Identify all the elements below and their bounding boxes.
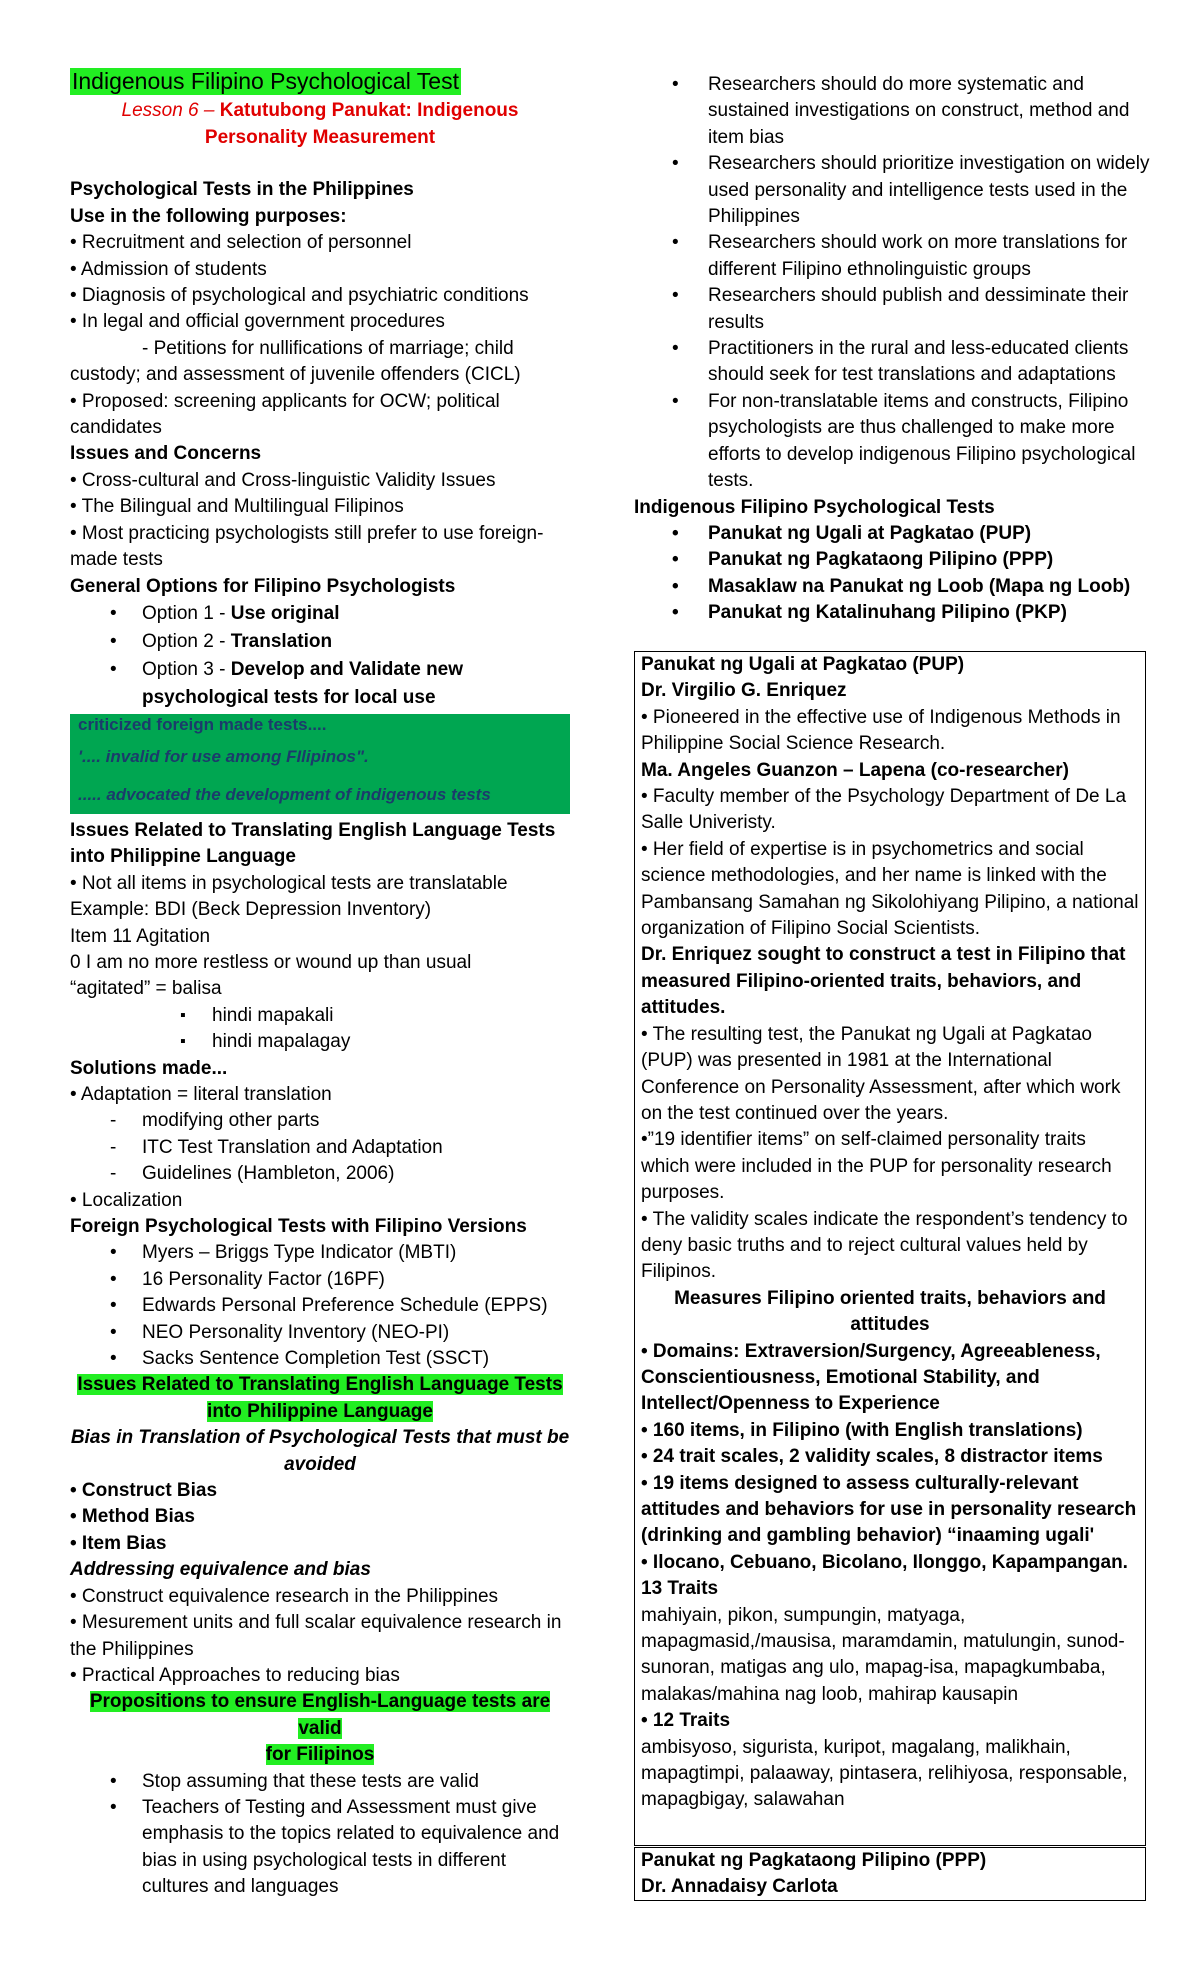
list-item: • Admission of students: [70, 258, 267, 280]
list-item: • Panukat ng Ugali at Pagkatao (PUP): [636, 521, 1152, 547]
list-item: • Recruitment and selection of personnel: [70, 232, 412, 254]
bias-heading: Bias in Translation of Psychological Tests that must be avoided: [70, 1427, 570, 1475]
list-item: - ITC Test Translation and Adaptation: [70, 1135, 570, 1161]
list-item: - modifying other parts: [70, 1108, 570, 1134]
list-item: • Practitioners in the rural and less-educated clients should seek for test translations and adaptations: [636, 336, 1152, 389]
traits-heading: 13 Traits: [641, 1578, 719, 1600]
list-item: • 19 items designed to assess culturally-relevant attitudes and behaviors for use in personality research (drinking and gambling behavior) “inaaming ugali': [641, 1472, 1137, 1547]
paragraph: • The validity scales indicate the respondent’s tendency to deny basic truths and to reject cultural values held by Filipinos.: [641, 1208, 1128, 1283]
list-item: • Localization: [70, 1189, 183, 1211]
text-line: Item 11 Agitation: [70, 925, 211, 947]
list-item: • Panukat ng Katalinuhang Pilipino (PKP): [636, 600, 1152, 626]
section-heading: Indigenous Filipino Psychological Tests: [634, 496, 995, 518]
indigenous-tests-list: [636, 521, 1152, 627]
highlighted-heading: for Filipinos: [265, 1744, 375, 1766]
measures-heading: Measures Filipino oriented traits, behaviors and attitudes: [674, 1287, 1106, 1336]
section-heading: General Options for Filipino Psychologists: [70, 575, 456, 597]
left-column: [70, 68, 570, 1901]
section-heading: Foreign Psychological Tests with Filipino Versions: [70, 1216, 527, 1237]
green-callout: criticized foreign made tests.... '.... invalid for use among FIlipinos". ..... advocated the development of indigenous tests: [70, 714, 570, 814]
paragraph: •”19 identifier items” on self-claimed personality traits which were included in the PUP for personality research purposes.: [641, 1129, 1112, 1204]
list-item: • Item Bias: [70, 1532, 167, 1554]
list-item: • Panukat ng Pagkataong Pilipino (PPP): [636, 547, 1152, 573]
foreign-tests-list: [70, 1240, 570, 1372]
list-item: • NEO Personality Inventory (NEO-PI): [70, 1320, 570, 1346]
paragraph: • Faculty member of the Psychology Department of De La Salle Univeristy.: [641, 786, 1127, 834]
text-line: 0 I am no more restless or wound up than usual: [70, 951, 472, 973]
propositions-list-cont: [636, 72, 1152, 495]
adaptation-list: [70, 1108, 570, 1187]
box-title: Panukat ng Ugali at Pagkatao (PUP): [641, 654, 965, 675]
paragraph: • The resulting test, the Panukat ng Ugali at Pagkatao (PUP) was presented in 1981 at the International Conference on Personality Assessment, after which work on the test continued over the years.: [641, 1023, 1121, 1124]
list-item: • Researchers should do more systematic and sustained investigations on construct, method and item bias: [636, 72, 1152, 151]
traits-heading: • 12 Traits: [641, 1710, 731, 1732]
list-item: • 160 items, in Filipino (with English translations): [641, 1419, 1083, 1441]
paragraph: • Pioneered in the effective use of Indigenous Methods in Philippine Social Science Research.: [641, 706, 1121, 755]
list-item: • Option 3 - Develop and Validate new psychological tests for local use: [70, 656, 570, 712]
right-column: [636, 72, 1152, 627]
section-heading: Addressing equivalence and bias: [70, 1559, 371, 1581]
list-item: • Construct equivalence research in the Philippines: [70, 1585, 499, 1607]
list-item: • Proposed: screening applicants for OCW; political candidates: [70, 390, 500, 439]
list-item: • Method Bias: [70, 1506, 195, 1528]
author-name: Dr. Annadaisy Carlota: [641, 1876, 838, 1898]
sub-item: - Petitions for nullifications of marriage; child: [142, 337, 514, 359]
text-line: “agitated” = balisa: [70, 978, 222, 1000]
highlighted-heading: into Philippine Language: [207, 1400, 433, 1422]
list-item: • Researchers should publish and dessiminate their results: [636, 283, 1152, 336]
list-item: • In legal and official government procedures: [70, 311, 445, 333]
list-item: • The Bilingual and Multilingual Filipinos: [70, 496, 404, 518]
list-item: • 24 trait scales, 2 validity scales, 8 distractor items: [641, 1446, 1103, 1468]
sub-item-cont: custody; and assessment of juvenile offenders (CICL): [70, 364, 521, 386]
list-item: • Practical Approaches to reducing bias: [70, 1664, 400, 1686]
author-name: Ma. Angeles Guanzon – Lapena (co-researcher): [641, 759, 1069, 781]
text-line: Example: BDI (Beck Depression Inventory): [70, 899, 432, 921]
list-item: • Sacks Sentence Completion Test (SSCT): [70, 1346, 570, 1372]
doc-title: Indigenous Filipino Psychological Test: [72, 68, 459, 94]
highlighted-heading: Issues Related to Translating English Language Tests: [77, 1374, 563, 1396]
list-item: • Mesurement units and full scalar equivalence research in the Philippines: [70, 1612, 562, 1660]
list-item: - Guidelines (Hambleton, 2006): [70, 1161, 570, 1187]
list-item: • For non-translatable items and constructs, Filipino psychologists are thus challenged to make more efforts to develop indigenous Filipino psychological tests.: [636, 389, 1152, 495]
lesson-heading: Lesson 6 – Katutubong Panukat: Indigenous Personality Measurement: [121, 100, 519, 149]
list-item: ▪ hindi mapalagay: [70, 1029, 570, 1055]
list-item: • Researchers should prioritize investigation on widely used personality and intelligence tests used in the Philippines: [636, 151, 1152, 230]
list-item: • Not all items in psychological tests are translatable: [70, 872, 508, 894]
author-name: Dr. Virgilio G. Enriquez: [641, 680, 847, 702]
list-item: • Domains: Extraversion/Surgency, Agreeableness, Conscientiousness, Emotional Stability, and Intellect/Openness to Experience: [641, 1340, 1101, 1415]
list-item: ▪ hindi mapakali: [70, 1003, 570, 1029]
highlighted-heading: Propositions to ensure English-Language tests are valid: [89, 1691, 551, 1739]
list-item: • Diagnosis of psychological and psychiatric conditions: [70, 285, 529, 307]
list-item: • Construct Bias: [70, 1480, 218, 1502]
section-subheading: Use in the following purposes:: [70, 205, 347, 227]
list-item: • Masaklaw na Panukat ng Loob (Mapa ng Loob): [636, 574, 1152, 600]
list-item: • Teachers of Testing and Assessment must give emphasis to the topics related to equivalence and bias in using psychological tests in different cultures and languages: [70, 1795, 570, 1901]
section-heading: Issues and Concerns: [70, 443, 262, 465]
list-item: • Option 2 - Translation: [70, 628, 570, 656]
list-item: • Researchers should work on more translations for different Filipino ethnolinguistic groups: [636, 230, 1152, 283]
list-item: • Myers – Briggs Type Indicator (MBTI): [70, 1240, 570, 1266]
list-item: • Stop assuming that these tests are valid: [70, 1769, 570, 1795]
pup-box: [634, 651, 1146, 1846]
list-item: • Ilocano, Cebuano, Bicolano, Ilonggo, Kapampangan.: [641, 1551, 1128, 1573]
traits-text: mahiyain, pikon, sumpungin, matyaga, mapagmasid,/mausisa, maramdamin, matulungin, sunod- sunoran, matigas ang ulo, mapag-isa, mapagkumbaba, malakas/mahina nag loob, mahirap kausapin: [641, 1604, 1125, 1705]
box-title: Panukat ng Pagkataong Pilipino (PPP): [641, 1850, 987, 1871]
section-heading: Issues Related to Translating English Language Tests into Philippine Language: [70, 819, 556, 868]
list-item: • Option 1 - Use original: [70, 600, 570, 628]
ppp-box: [634, 1847, 1146, 1901]
list-item: • Most practicing psychologists still prefer to use foreign- made tests: [70, 522, 544, 571]
section-heading: Solutions made...: [70, 1057, 228, 1079]
section-heading: Psychological Tests in the Philippines: [70, 179, 414, 201]
list-item: • Adaptation = literal translation: [70, 1083, 332, 1105]
list-item: • Edwards Personal Preference Schedule (EPPS): [70, 1293, 570, 1319]
list-item: • 16 Personality Factor (16PF): [70, 1267, 570, 1293]
balisa-list: [70, 1003, 570, 1056]
propositions-list: [70, 1769, 570, 1901]
paragraph-bold: Dr. Enriquez sought to construct a test in Filipino that measured Filipino-oriented traits, behaviors, and attitudes.: [641, 944, 1126, 1019]
traits-text: ambisyoso, sigurista, kuripot, magalang, malikhain, mapagtimpi, palaaway, pintasera, relihiyosa, responsable, mapagbigay, salawahan: [641, 1736, 1128, 1811]
options-list: [70, 600, 570, 712]
paragraph: • Her field of expertise is in psychometrics and social science methodologies, and her name is linked with the Pambansang Samahan ng Sikolohiyang Pilipino, a national organization of Filipino Social Scientists.: [641, 838, 1139, 940]
list-item: • Cross-cultural and Cross-linguistic Validity Issues: [70, 469, 496, 491]
